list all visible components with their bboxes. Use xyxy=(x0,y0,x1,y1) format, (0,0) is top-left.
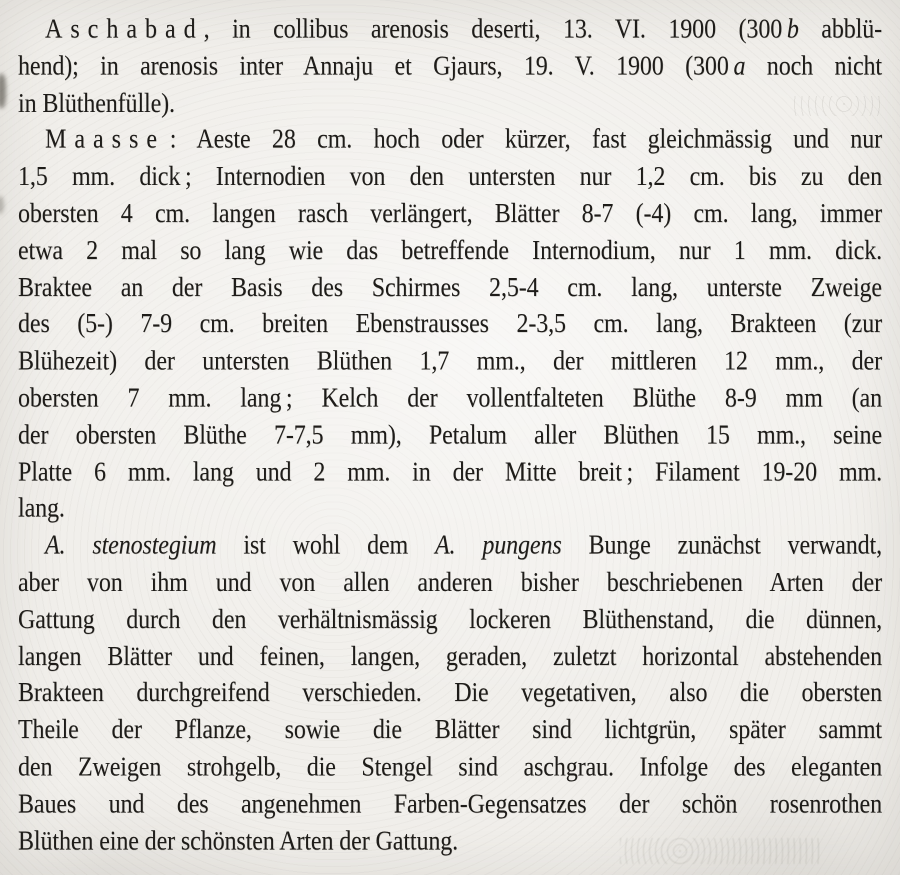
text-segment: noch nicht xyxy=(745,51,883,82)
text-segment: Maasse xyxy=(45,124,165,156)
text-segment: abblü- xyxy=(798,14,882,45)
text-segment: Theile der Pflanze, sowie die Blätter sind lichtgrün, später sammt xyxy=(18,715,882,746)
text-segment: Baues und des angenehmen Farben-Gegensatzes der schön rosenrothen xyxy=(18,788,882,820)
text-line xyxy=(18,602,882,639)
text-line xyxy=(18,123,882,160)
text-block xyxy=(18,12,882,860)
text-segment: 1,5 mm. dick ; Internodien von den untersten nur 1,2 cm. bis zu den xyxy=(18,161,882,193)
text-line xyxy=(18,160,882,197)
text-segment: , in collibus arenosis deserti, 13. VI. 1900 (300 xyxy=(203,14,783,45)
text-segment: A. pungens xyxy=(434,530,562,561)
scan-edge-smudge xyxy=(0,196,4,214)
text-segment: obersten 7 mm. lang ; Kelch der vollentfalteten Blüthe 8-9 mm (an xyxy=(18,383,882,414)
paragraph xyxy=(18,12,882,123)
text-segment: der obersten Blüthe 7-7,5 mm), Petalum aller Blüthen 15 mm., seine xyxy=(18,420,882,451)
text-segment: Brakteen durchgreifend verschieden. Die vegetativen, also die obersten xyxy=(18,678,882,709)
text-line xyxy=(18,270,882,307)
text-line xyxy=(18,676,882,713)
text-line xyxy=(18,344,882,381)
text-line xyxy=(18,639,882,676)
text-line xyxy=(18,307,882,344)
text-segment: aber von ihm und von allen anderen bisher beschriebenen Arten der xyxy=(18,567,882,598)
text-line xyxy=(18,49,882,86)
text-segment: Blüthen eine der schönsten Arten der Gattung. xyxy=(18,825,459,856)
scan-edge-smudge xyxy=(0,74,6,108)
text-line xyxy=(18,528,882,565)
text-segment: etwa 2 mal so lang wie das betreffende Internodium, nur 1 mm. dick. xyxy=(18,235,882,266)
text-line xyxy=(18,455,882,492)
text-segment: Platte 6 mm. lang und 2 mm. in der Mitte breit ; Filament 19-20 mm. xyxy=(18,456,882,488)
text-line xyxy=(18,196,882,233)
text-segment: Aschabad xyxy=(45,14,204,45)
text-line xyxy=(18,491,882,528)
text-line xyxy=(18,565,882,602)
text-segment: den Zweigen strohgelb, die Stengel sind aschgrau. Infolge des eleganten xyxy=(18,752,882,783)
text-line xyxy=(18,12,882,49)
text-line xyxy=(18,750,882,787)
text-segment: : Aeste 28 cm. hoch oder kürzer, fast gleichmässig und nur xyxy=(164,124,882,156)
text-segment: langen Blätter und feinen, langen, geraden, zuletzt horizontal abstehenden xyxy=(18,641,882,672)
paragraph xyxy=(18,528,882,860)
text-segment: Gattung durch den verhältnismässig lockeren Blüthenstand, die dünnen, xyxy=(18,604,882,635)
text-segment: obersten 4 cm. langen rasch verlängert, Blätter 8-7 (-4) cm. lang, immer xyxy=(18,198,882,229)
text-line xyxy=(18,418,882,455)
text-segment: hend); in arenosis inter Annaju et Gjaurs, 19. V. 1900 (300 xyxy=(18,51,729,82)
text-segment: lang. xyxy=(18,493,65,524)
text-segment: Blühezeit) der untersten Blüthen 1,7 mm., der mittleren 12 mm., der xyxy=(18,346,882,377)
text-line xyxy=(18,86,882,123)
text-segment: Braktee an der Basis des Schirmes 2,5-4 cm. lang, unterste Zweige xyxy=(18,272,882,303)
text-segment: des (5-) 7-9 cm. breiten Ebenstrausses 2-3,5 cm. lang, Brakteen (zur xyxy=(18,309,882,340)
text-segment: in Blüthenfülle). xyxy=(18,88,175,119)
text-line xyxy=(18,381,882,418)
text-segment: Bunge zunächst verwandt, xyxy=(561,530,882,561)
text-line xyxy=(18,713,882,750)
text-line xyxy=(18,823,882,860)
text-line xyxy=(18,233,882,270)
text-segment: a xyxy=(728,51,746,82)
paragraph xyxy=(18,123,882,529)
text-line xyxy=(18,787,882,824)
text-segment: ist wohl dem xyxy=(216,530,435,561)
text-segment: b xyxy=(782,14,799,45)
text-segment: A. stenostegium xyxy=(45,530,217,561)
